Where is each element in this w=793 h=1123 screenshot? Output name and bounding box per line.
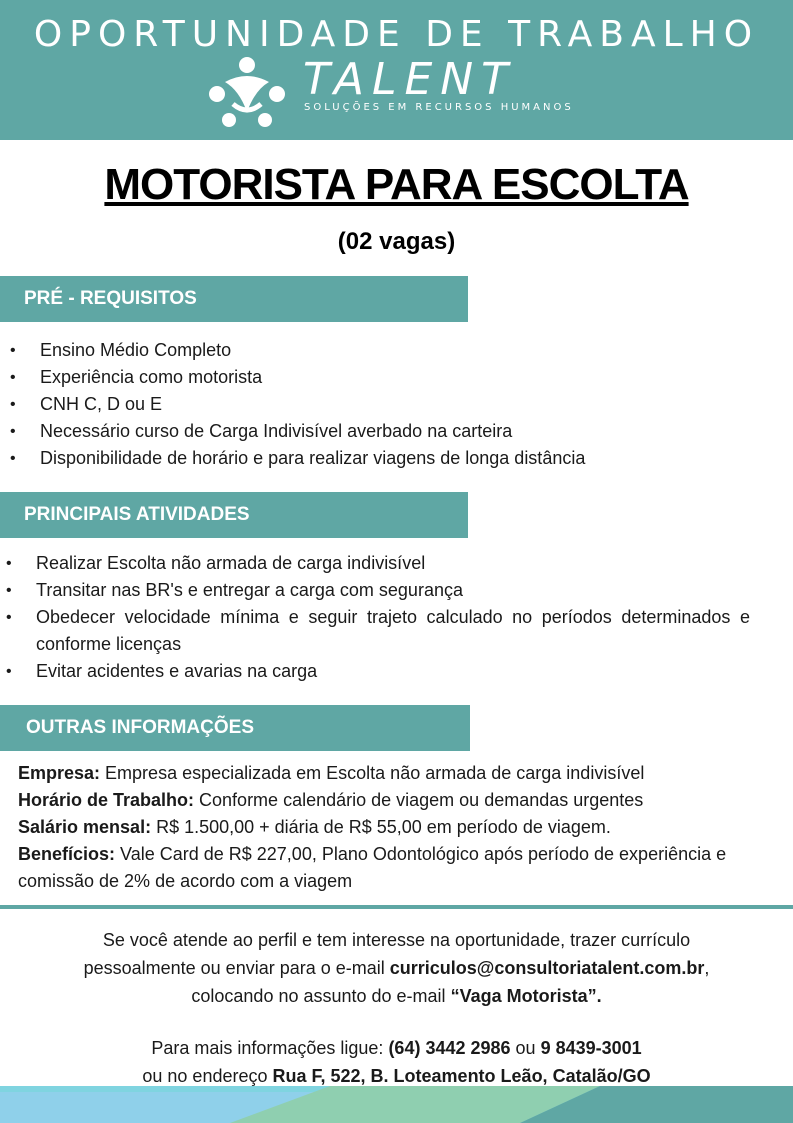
info-label: Empresa: [18, 763, 101, 783]
info-label: Horário de Trabalho: [18, 790, 195, 810]
info-empresa [18, 760, 748, 787]
header-title: OPORTUNIDADE DE TRABALHO [33, 14, 760, 55]
list-item: • Transitar nas BR's e entregar a carga com segurança [6, 577, 750, 604]
contact-email[interactable]: curriculos@consultoriatalent.com.br [389, 958, 705, 978]
cta-line [0, 954, 793, 982]
logo-wordmark: TALENT [303, 54, 517, 105]
list-item: • Realizar Escolta não armada de carga indivisível [6, 550, 750, 577]
contact-info [0, 1034, 793, 1090]
info-salario [18, 814, 748, 841]
cta-line [0, 982, 793, 1010]
cta-text: colocando no assunto do e-mail [191, 986, 451, 1006]
list-item: • Evitar acidentes e avarias na carga [6, 658, 750, 685]
list-item: • Experiência como motorista [10, 364, 750, 391]
section-header-requisitos [0, 276, 468, 322]
section-divider [0, 905, 793, 909]
application-instructions [0, 926, 793, 1010]
job-title: MOTORISTA PARA ESCOLTA [104, 160, 689, 209]
section-title: PRÉ - REQUISITOS [24, 288, 197, 309]
section-header-atividades [0, 492, 468, 538]
address-text: Rua F, 522, B. Loteamento Leão, Catalão/GO [272, 1066, 651, 1086]
atividades-list [6, 550, 750, 685]
vacancy-count: (02 vagas) [337, 228, 456, 255]
list-item: • Ensino Médio Completo [10, 337, 750, 364]
phone-number[interactable]: (64) 3442 2986 [388, 1038, 511, 1058]
cta-text: , [704, 958, 710, 978]
phone-joiner: ou [510, 1038, 541, 1058]
info-value: Vale Card de R$ 227,00, Plano Odontológico após período de experiência e comissão de 2% de acordo com a viagem [18, 844, 727, 891]
email-subject: “Vaga Motorista”. [450, 986, 602, 1006]
phone-prefix: Para mais informações ligue: [151, 1038, 389, 1058]
other-info-block [18, 760, 748, 895]
info-label: Salário mensal: [18, 817, 152, 837]
info-beneficios [18, 841, 748, 895]
footer-decoration [0, 1086, 793, 1123]
cta-text: pessoalmente ou enviar para o e-mail [83, 958, 390, 978]
list-item: • CNH C, D ou E [10, 391, 750, 418]
contact-phones [0, 1034, 793, 1062]
info-value: Conforme calendário de viagem ou demandas urgentes [194, 790, 644, 810]
address-prefix: ou no endereço [142, 1066, 273, 1086]
phone-number[interactable]: 9 8439-3001 [540, 1038, 642, 1058]
info-horario [18, 787, 748, 814]
info-value: Empresa especializada em Escolta não armada de carga indivisível [100, 763, 645, 783]
list-item: • Disponibilidade de horário e para realizar viagens de longa distância [10, 445, 750, 472]
section-title: OUTRAS INFORMAÇÕES [26, 717, 254, 738]
talent-people-icon [205, 56, 289, 130]
list-item: • Necessário curso de Carga Indivisível averbado na carteira [10, 418, 750, 445]
list-item: • Obedecer velocidade mínima e seguir trajeto calculado no períodos determinados e conforme licenças [6, 604, 750, 658]
info-label: Benefícios: [18, 844, 116, 864]
section-title: PRINCIPAIS ATIVIDADES [24, 504, 250, 525]
cta-line: Se você atende ao perfil e tem interesse na oportunidade, trazer currículo [102, 930, 691, 950]
requisitos-list [10, 337, 750, 472]
section-header-outras [0, 705, 470, 751]
info-value: R$ 1.500,00 + diária de R$ 55,00 em período de viagem. [151, 817, 611, 837]
logo-tagline: SOLUÇÕES EM RECURSOS HUMANOS [304, 102, 574, 113]
header-banner [0, 0, 793, 140]
